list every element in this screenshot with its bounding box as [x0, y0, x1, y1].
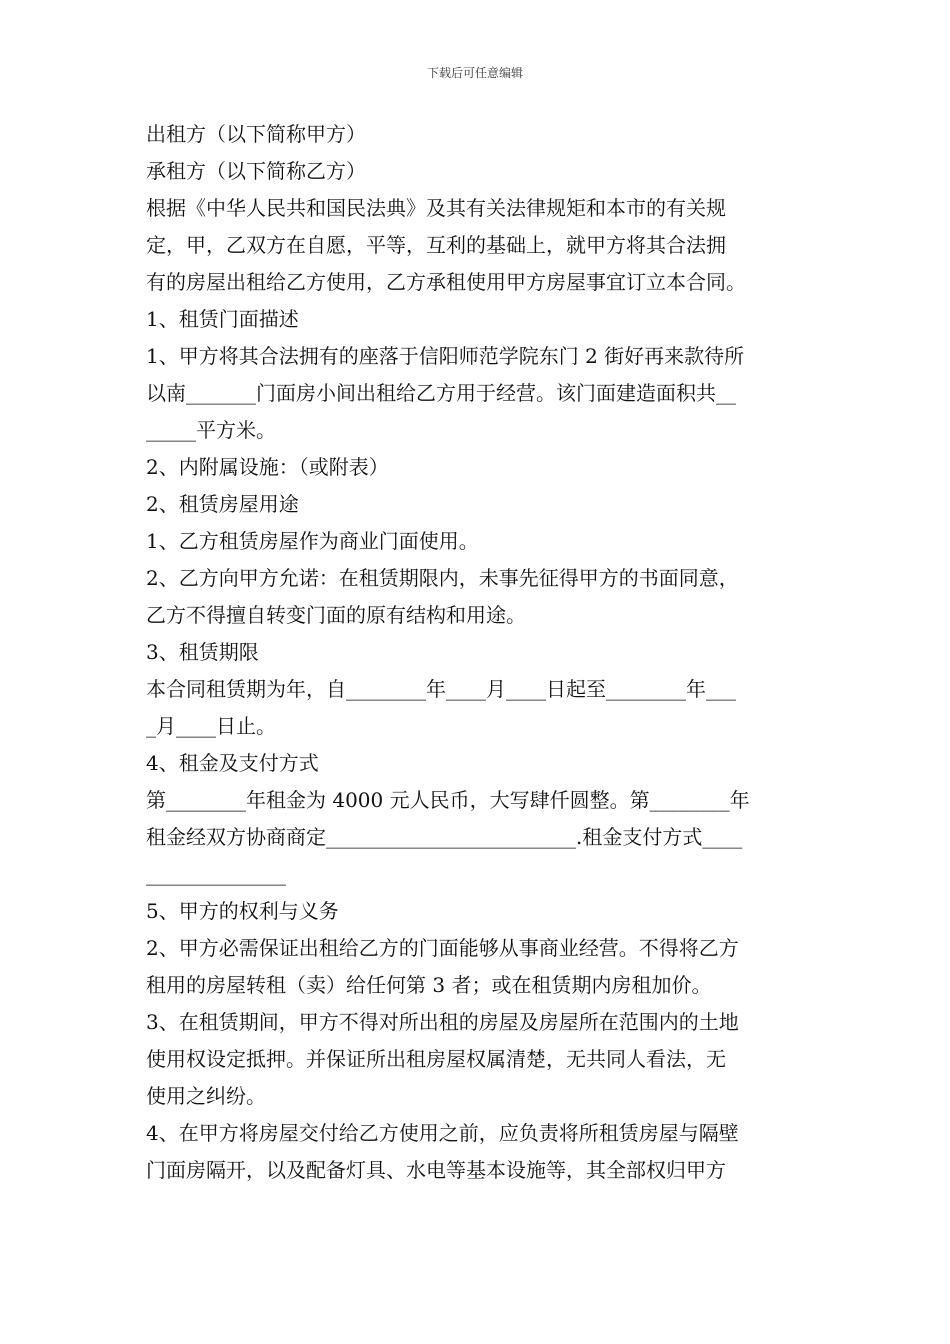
text-line: 乙方不得擅自转变门面的原有结构和用途。: [146, 603, 526, 627]
text-line: 2、内附属设施：（或附表）: [146, 455, 389, 479]
text-line: 使用权设定抵押。并保证所出租房屋权属清楚，无共同人看法，无: [146, 1047, 726, 1071]
contract-body: [146, 116, 810, 1189]
section-heading: 5、甲方的权利与义务: [146, 899, 339, 923]
text-line: 承租方（以下简称乙方）: [146, 159, 366, 183]
text-line: 租金经双方协商商定_________________________.租金支付方式____: [146, 825, 743, 849]
text-line: 本合同租赁期为年，自________年____月____日起至________年___: [146, 677, 736, 701]
text-line: _月____日止。: [146, 714, 276, 738]
text-line: 门面房隔开，以及配备灯具、水电等基本设施等，其全部权归甲方: [146, 1158, 726, 1182]
text-line: 第________年租金为 4000 元人民币，大写肆仟圆整。第________年: [146, 788, 750, 812]
text-line: 3、在租赁期间，甲方不得对所出租的房屋及房屋所在范围内的土地: [146, 1010, 739, 1034]
section-heading: 1、租赁门面描述: [146, 307, 299, 331]
text-line: 2、甲方必需保证出租给乙方的门面能够从事商业经营。不得将乙方: [146, 936, 739, 960]
text-line: 1、甲方将其合法拥有的座落于信阳师范学院东门 2 街好再来款待所: [146, 344, 745, 368]
text-line: 4、在甲方将房屋交付给乙方使用之前，应负责将所租赁房屋与隔壁: [146, 1121, 739, 1145]
section-heading: 2、租赁房屋用途: [146, 492, 299, 516]
text-line: 租用的房屋转租（卖）给任何第 3 者；或在租赁期内房租加价。: [146, 973, 712, 997]
text-line: 2、乙方向甲方允诺：在租赁期限内，未事先征得甲方的书面同意，: [146, 566, 739, 590]
text-line: 使用之纠纷。: [146, 1084, 266, 1108]
text-line: 出租方（以下简称甲方）: [146, 122, 366, 146]
section-heading: 4、租金及支付方式: [146, 751, 319, 775]
text-line: _____平方米。: [146, 418, 276, 442]
text-line: ______________: [146, 862, 286, 886]
text-line: 根据《中华人民共和国民法典》及其有关法律规矩和本市的有关规: [146, 196, 726, 220]
text-line: 有的房屋出租给乙方使用，乙方承租使用甲方房屋事宜订立本合同。: [146, 270, 746, 294]
text-line: 定，甲，乙双方在自愿，平等，互利的基础上，就甲方将其合法拥: [146, 233, 726, 257]
text-line: 1、乙方租赁房屋作为商业门面使用。: [146, 529, 479, 553]
section-heading: 3、租赁期限: [146, 640, 259, 664]
page-header: 下载后可任意编辑: [426, 66, 523, 80]
text-line: 以南_______门面房小间出租给乙方用于经营。该门面建造面积共__: [146, 381, 736, 405]
